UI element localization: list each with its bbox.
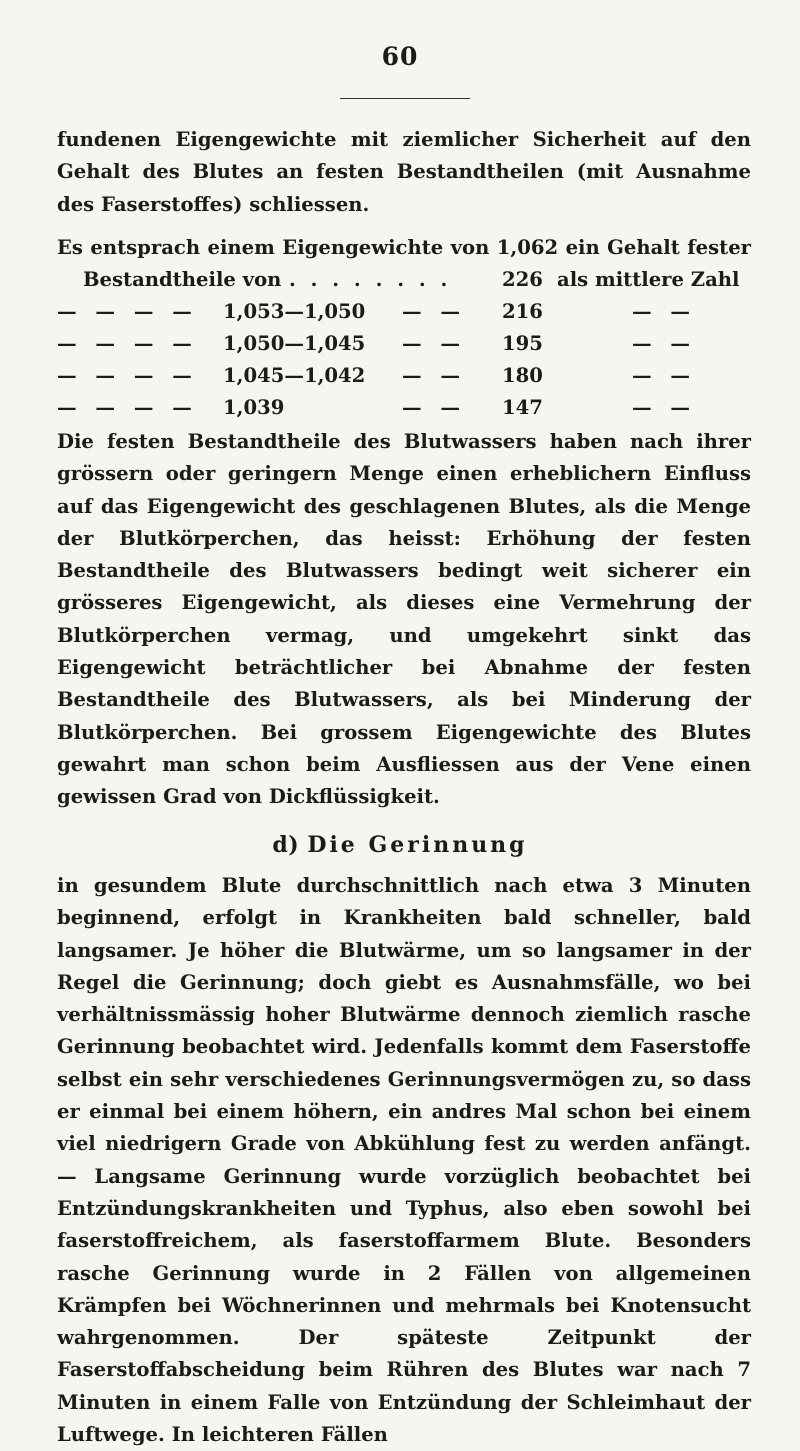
table-row	[57, 296, 751, 328]
ditto-dashes: — — — —	[57, 364, 198, 387]
paragraph-2: Die festen Bestandtheile des Blutwassers haben nach ihrer grössern oder geringern Menge einen erheblichern Einfluss auf das Eigengewicht des geschlagenen Blutes, als die Menge der Blutkörperchen, das heisst: Erhöhung der festen Bestandtheile des Blutwassers bedingt weit sicherer ein grösseres Eigengewicht, als dieses eine Vermehrung der Blutkörperchen vermag, und umgekehrt sinkt das Eigengewicht beträchtlicher bei Abnahme der festen Bestandtheile des Blutwassers, als bei Minderung der Blutkörperchen. Bei grossem Eigengewichte des Blutes gewahrt man schon beim Ausfliessen aus der Vene einen gewissen Grad von Dickflüssigkeit.	[57, 430, 751, 809]
row-value: 147	[502, 396, 543, 419]
ditto-dashes: — —	[402, 396, 467, 419]
ditto-dashes: — —	[632, 364, 697, 387]
ditto-dashes: — — — —	[57, 396, 198, 419]
paragraph-3: in gesundem Blute durchschnittlich nach etwa 3 Minuten beginnend, erfolgt in Krankheiten bald schneller, bald langsamer. Je höher die Blutwärme, um so langsamer in der Regel die Gerinnung; doch giebt es Ausnahmsfälle, wo bei verhältnissmässig hoher Blutwärme dennoch ziemlich rasche Gerinnung beobachtet wird. Jedenfalls kommt dem Faserstoffe selbst ein sehr verschiedenes Gerinnungsvermögen zu, so dass er einmal bei einem höhern, ein andres Mal schon bei einem viel niedrigern Grade von Abkühlung fest zu werden anfängt. — Langsame Gerinnung wurde vorzüglich beobachtet bei Entzündungskrankheiten und Typhus, also eben sowohl bei faserstoffreichem, als faserstoffarmem Blute. Besonders rasche Gerinnung wurde in 2 Fällen von allgemeinen Krämpfen bei Wöchnerinnen und mehrmals bei Knotensucht wahrgenommen. Der späteste Zeitpunkt der Faserstoffabscheidung beim Rühren des Blutes war nach 7 Minuten in einem Falle von Entzündung der Schleimhaut der Luftwege. In leichteren Fällen	[57, 874, 751, 1447]
row-label: Bestandtheile von	[83, 268, 282, 291]
row-suffix: als mittlere Zahl	[557, 268, 740, 291]
ditto-dashes: — —	[632, 396, 697, 419]
table-row	[57, 392, 751, 424]
header-rule	[340, 98, 470, 99]
row-range: 1,039	[223, 396, 285, 419]
row-value: 195	[502, 332, 543, 355]
section-label: d)	[272, 832, 300, 858]
row-value: 180	[502, 364, 543, 387]
section-heading	[0, 832, 800, 858]
page-number: 60	[381, 42, 419, 71]
row-range: 1,050—1,045	[223, 332, 366, 355]
section-title: Die Gerinnung	[307, 832, 528, 858]
row-range: 1,053—1,050	[223, 300, 366, 323]
ditto-dashes: — —	[632, 300, 697, 323]
row-range: 1,045—1,042	[223, 364, 366, 387]
row-value: 226	[502, 268, 543, 291]
row-value: 216	[502, 300, 543, 323]
ditto-dashes: — — — —	[57, 332, 198, 355]
paragraph-1: fundenen Eigengewichte mit ziemlicher Sicherheit auf den Gehalt des Blutes an festen Bestandtheilen (mit Ausnahme des Faserstoffes) schliessen.	[57, 128, 751, 216]
ditto-dashes: — —	[402, 364, 467, 387]
table-row	[57, 328, 751, 360]
ditto-dashes: — —	[632, 332, 697, 355]
ditto-dashes: — —	[402, 332, 467, 355]
ditto-dashes: — — — —	[57, 300, 198, 323]
leader-dots: . . . . . . . .	[289, 268, 452, 291]
table-row	[57, 264, 751, 296]
table-row	[57, 360, 751, 392]
ditto-dashes: — —	[402, 300, 467, 323]
intro-line: Es entsprach einem Eigengewichte von 1,062 ein Gehalt fester	[57, 236, 751, 259]
